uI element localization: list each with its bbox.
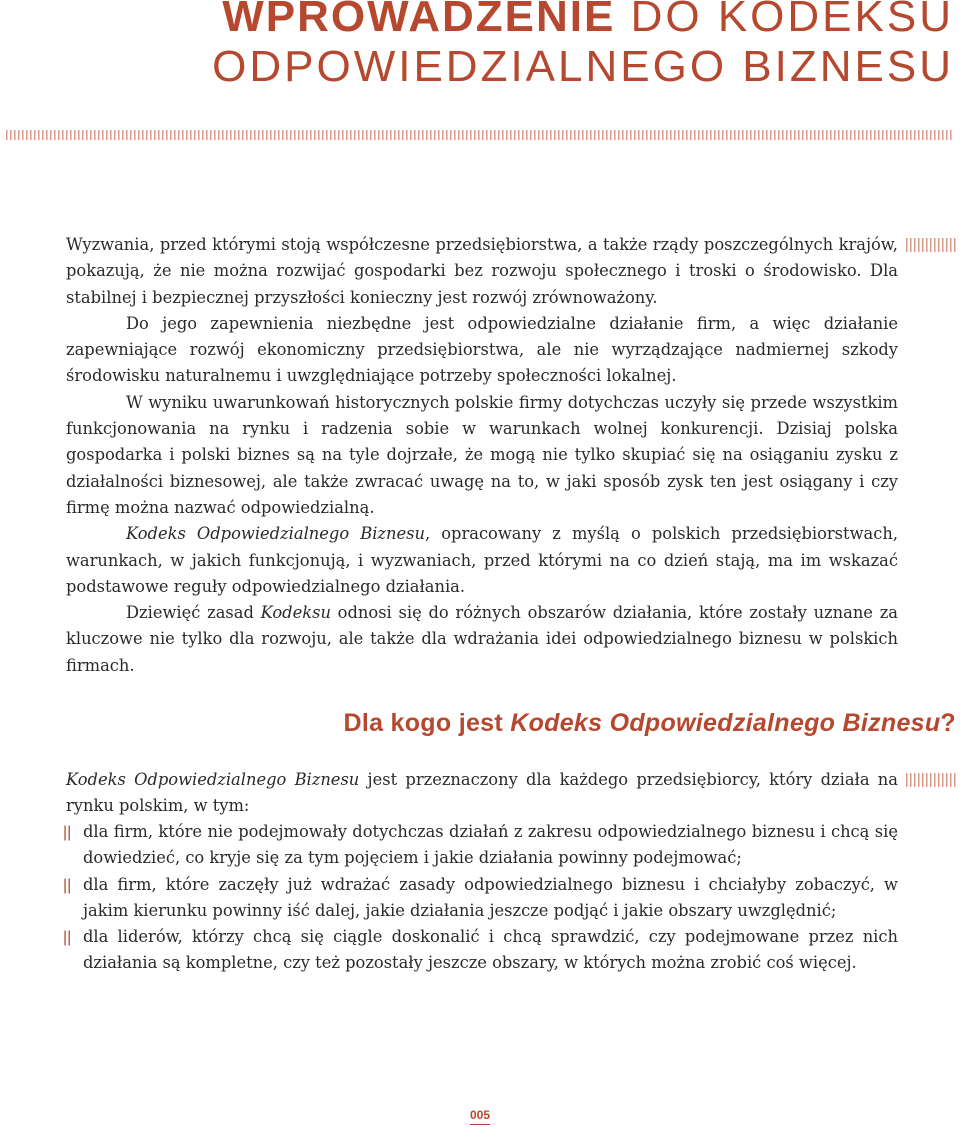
heading-text: Dla kogo jest — [343, 709, 511, 737]
list-item — [63, 924, 898, 977]
page-title — [212, 0, 954, 92]
list-item-text: dla firm, które nie podejmowały dotychczas działań z zakresu odpowiedzialnego biznesu i chcą się dowiedzieć, co kryje się za tym pojęciem i jakie działania powinny podejmować; — [83, 822, 898, 868]
title-line-2: ODPOWIEDZIALNEGO BIZNESU — [212, 42, 954, 91]
title-light-part: DO KODEKSU — [615, 0, 954, 41]
list-item-text: dla firm, które zaczęły już wdrażać zasady odpowiedzialnego biznesu i chciałyby zobaczyć, w jakim kierunku powinny iść dalej, jakie działania jeszcze podjąć i jakie obszary uwzględnić; — [83, 874, 898, 920]
paragraph: Do jego zapewnienia niezbędne jest odpowiedzialne działanie firm, a więc działanie zapewniające rozwój ekonomiczny przedsiębiorstwa, ale nie wyrządzające nadmiernej szkody środowisku naturalnemu i uwzględniające potrzeby społeczności lokalnej. — [66, 313, 898, 386]
margin-hatch-mark — [906, 238, 956, 252]
emphasis-title: Kodeks Odpowiedzialnego Biznesu — [66, 770, 360, 789]
intro-body — [66, 232, 898, 679]
paragraph — [66, 521, 898, 600]
bullet-icon: || — [63, 876, 72, 894]
paragraph-text: jest przeznaczony dla każdego przedsiębiorcy, który działa na rynku polskim, w tym: — [66, 770, 898, 816]
bullet-icon: || — [63, 929, 72, 947]
section-heading — [343, 706, 956, 740]
list-item — [63, 872, 898, 925]
paragraph — [66, 600, 898, 679]
paragraph: Wyzwania, przed którymi stoją współczesne przedsiębiorstwa, a także rządy poszczególnych krajów, pokazują, że nie można rozwijać gospodarki bez rozwoju społecznego i troski o środowisko. Dla stabilnej i bezpiecznej przyszłości konieczny jest rozwój zrównoważony. — [66, 235, 898, 307]
paragraph — [66, 767, 898, 820]
title-bold-part: WPROWADZENIE — [222, 0, 616, 41]
list-item — [63, 819, 898, 872]
bullet-icon: || — [63, 824, 72, 841]
emphasis-title: Kodeks Odpowiedzialnego Biznesu — [126, 524, 425, 544]
title-line-1 — [212, 0, 954, 42]
paragraph-text: Dziewięć zasad — [126, 603, 261, 623]
paragraph: W wyniku uwarunkowań historycznych polskie firmy dotychczas uczyły się przede wszystkim funkcjonowania na rynku i radzenia sobie w warunkach wolnej konkurencji. Dzisiaj polska gospodarka i polski biznes są na tyle dojrzałe, że mogą nie tylko skupiać się na osiąganiu zysku z działalności biznesowej, ale także zwracać uwagę na to, w jaki sposób zysk ten jest osiągany i czy firmę można nazwać odpowiedzialną. — [66, 392, 898, 517]
decorative-hatch-divider — [6, 130, 954, 140]
paragraph-text: , opracowany z myślą o polskich przedsiębiorstwach, warunkach, w jakich funkcjonują, i wyzwaniach, przed którymi na co dzień stają, ma im wskazać podstawowe reguły odpowiedzialnego działania. — [66, 524, 898, 596]
margin-hatch-mark — [906, 773, 956, 787]
heading-italic: Kodeks Odpowiedzialnego Biznesu — [510, 709, 941, 737]
page-number: 005 — [470, 1108, 490, 1125]
heading-end: ? — [940, 709, 956, 737]
list-item-text: dla liderów, którzy chcą się ciągle doskonalić i chcą sprawdzić, czy podejmowane przez nich działania są kompletne, czy też pozostały jeszcze obszary, w których można zrobić coś więcej. — [83, 927, 898, 973]
paragraph-text: odnosi się do różnych obszarów działania, które zostały uznane za kluczowe nie tylko dla rozwoju, ale także dla wdrażania idei odpowiedzialnego biznesu w polskich firmach. — [66, 603, 898, 675]
audience-list — [63, 819, 898, 977]
emphasis-title: Kodeksu — [260, 603, 331, 623]
section-lead — [66, 767, 898, 820]
